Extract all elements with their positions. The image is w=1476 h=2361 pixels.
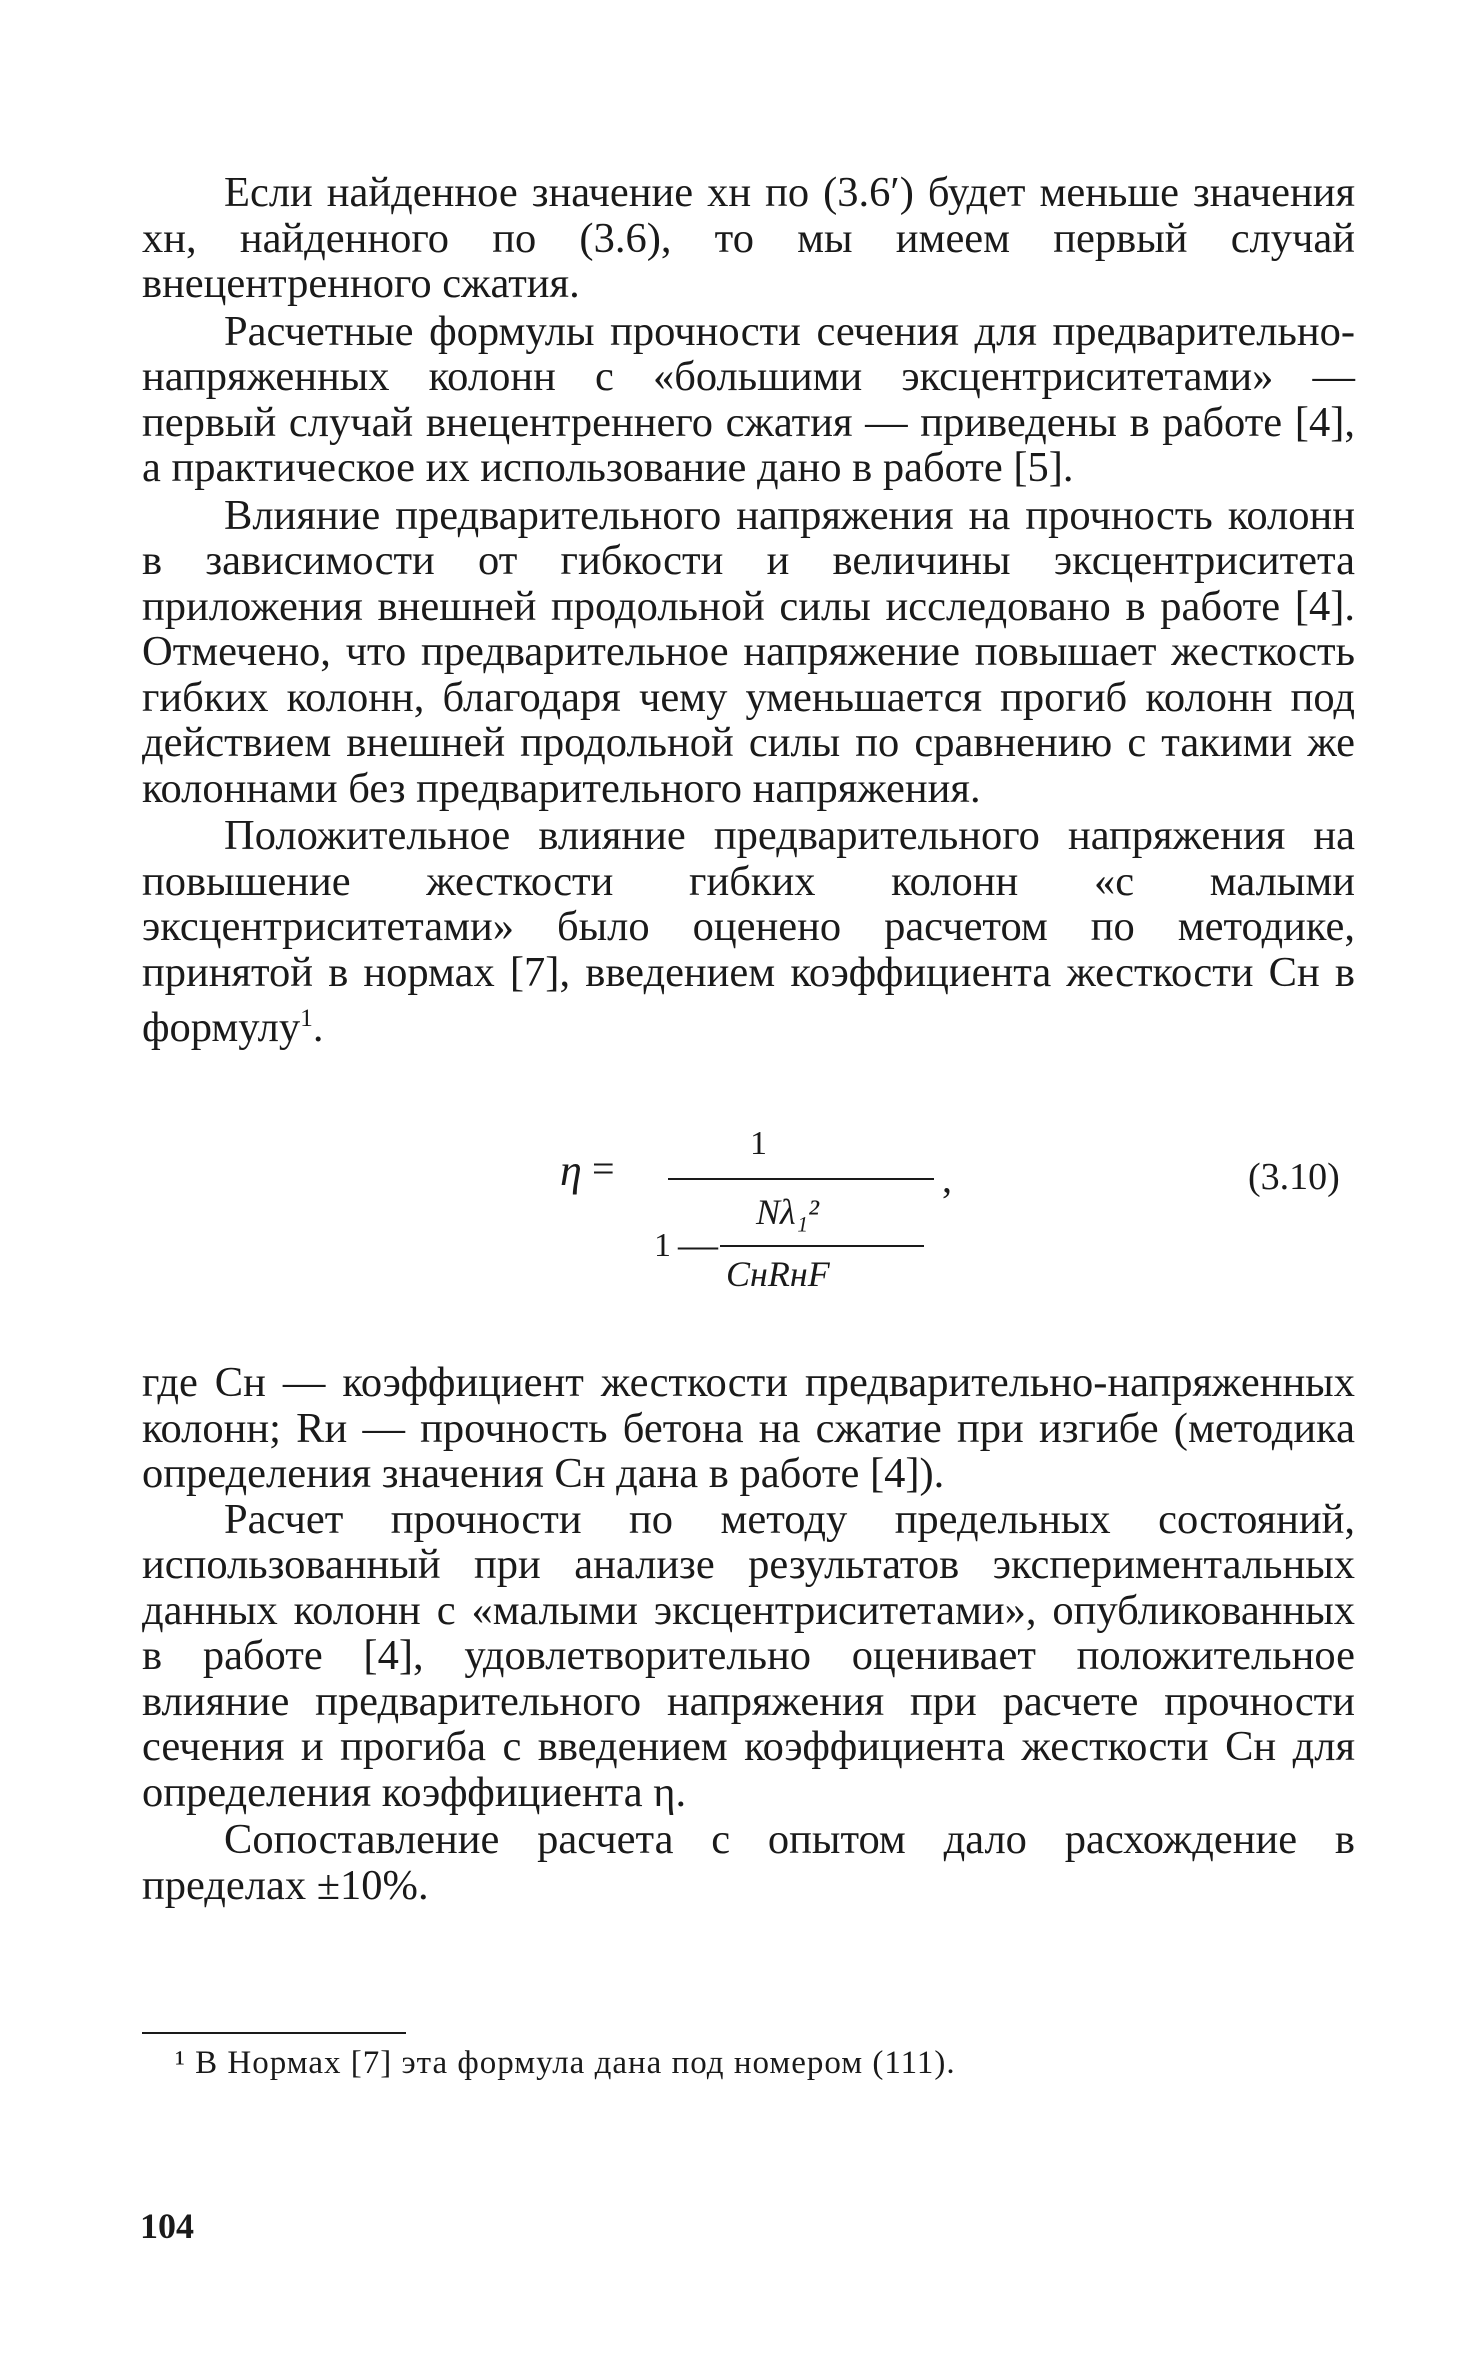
text-block-bottom [142,1360,1355,1908]
formula-inner-numerator: Nλ₁² [756,1192,819,1232]
inner-fraction-bar [720,1245,924,1247]
equation-number: (3.10) [1248,1156,1340,1198]
formula-equals: = [592,1146,615,1191]
footnote-ref: 1 [300,1003,313,1032]
formula-3-10 [560,1125,1120,1325]
fraction-bar [668,1178,934,1180]
formula-inner-denominator: CнRнF [726,1254,830,1294]
paragraph: Расчет прочности по методу предельных состояний, использованный при анализе результатов экспериментальных данных колонн с «малыми эксцентриситетами», опубликованных в работе [4], удовлетворительно оценивает положительное влияние предварительного напряжения при расчете прочности сечения и прогиба с введением коэффициента жесткости Cн для определения коэффициента η. [142,1495,1355,1816]
paragraph: Если найденное значение xн по (3.6′) будет меньше значения xн, найденного по (3.6), то мы имеем первый случай внецентренного сжатия. [142,169,1355,307]
paragraph: Расчетные формулы прочности сечения для предварительно-напряженных колонн с «большими эксцентриситетами» — первый случай внецентреннего сжатия — приведены в работе [4], а практическое их использование дано в работе [5]. [142,307,1355,491]
paragraph-with-footnote [142,813,1355,1051]
paragraph: Сопоставление расчета с опытом дало расхождение в пределах ±10%. [142,1816,1355,1909]
paragraph-continuation: где Cн — коэффициент жесткости предварительно-напряженных колонн; Rи — прочность бетона на сжатие при изгибе (методика определения значения Cн дана в работе [4]). [142,1359,1355,1497]
paragraph-end: . [312,1004,324,1052]
page-number: 104 [140,2206,194,2246]
formula-one: 1 [654,1227,671,1264]
text-block-top [142,170,1355,1051]
formula-comma: , [942,1156,952,1201]
footnote: ¹ В Нормах [7] эта формула дана под номером (111). [175,2045,956,2081]
paragraph-text: Положительное влияние предварительного напряжения на повышение жесткости гибких колонн «с малыми эксцентриситетами» было оценено расчетом по методике, принятой в нормах [7], введением коэффициента жесткости Cн в формулу [142,812,1355,1052]
footnote-rule [142,2032,406,2034]
formula-numerator: 1 [750,1125,767,1162]
formula-lhs: η [560,1146,582,1195]
paragraph: Влияние предварительного напряжения на прочность колонн в зависимости от гибкости и величины эксцентриситета приложения внешней продольной силы исследовано в работе [4]. Отмечено, что предварительное напряжение повышает жесткость гибких колонн, благодаря чему уменьшается прогиб колонн под действием внешней продольной силы по сравнению с такими же колоннами без предварительного напряжения. [142,491,1355,812]
formula-minus: — [678,1222,718,1267]
